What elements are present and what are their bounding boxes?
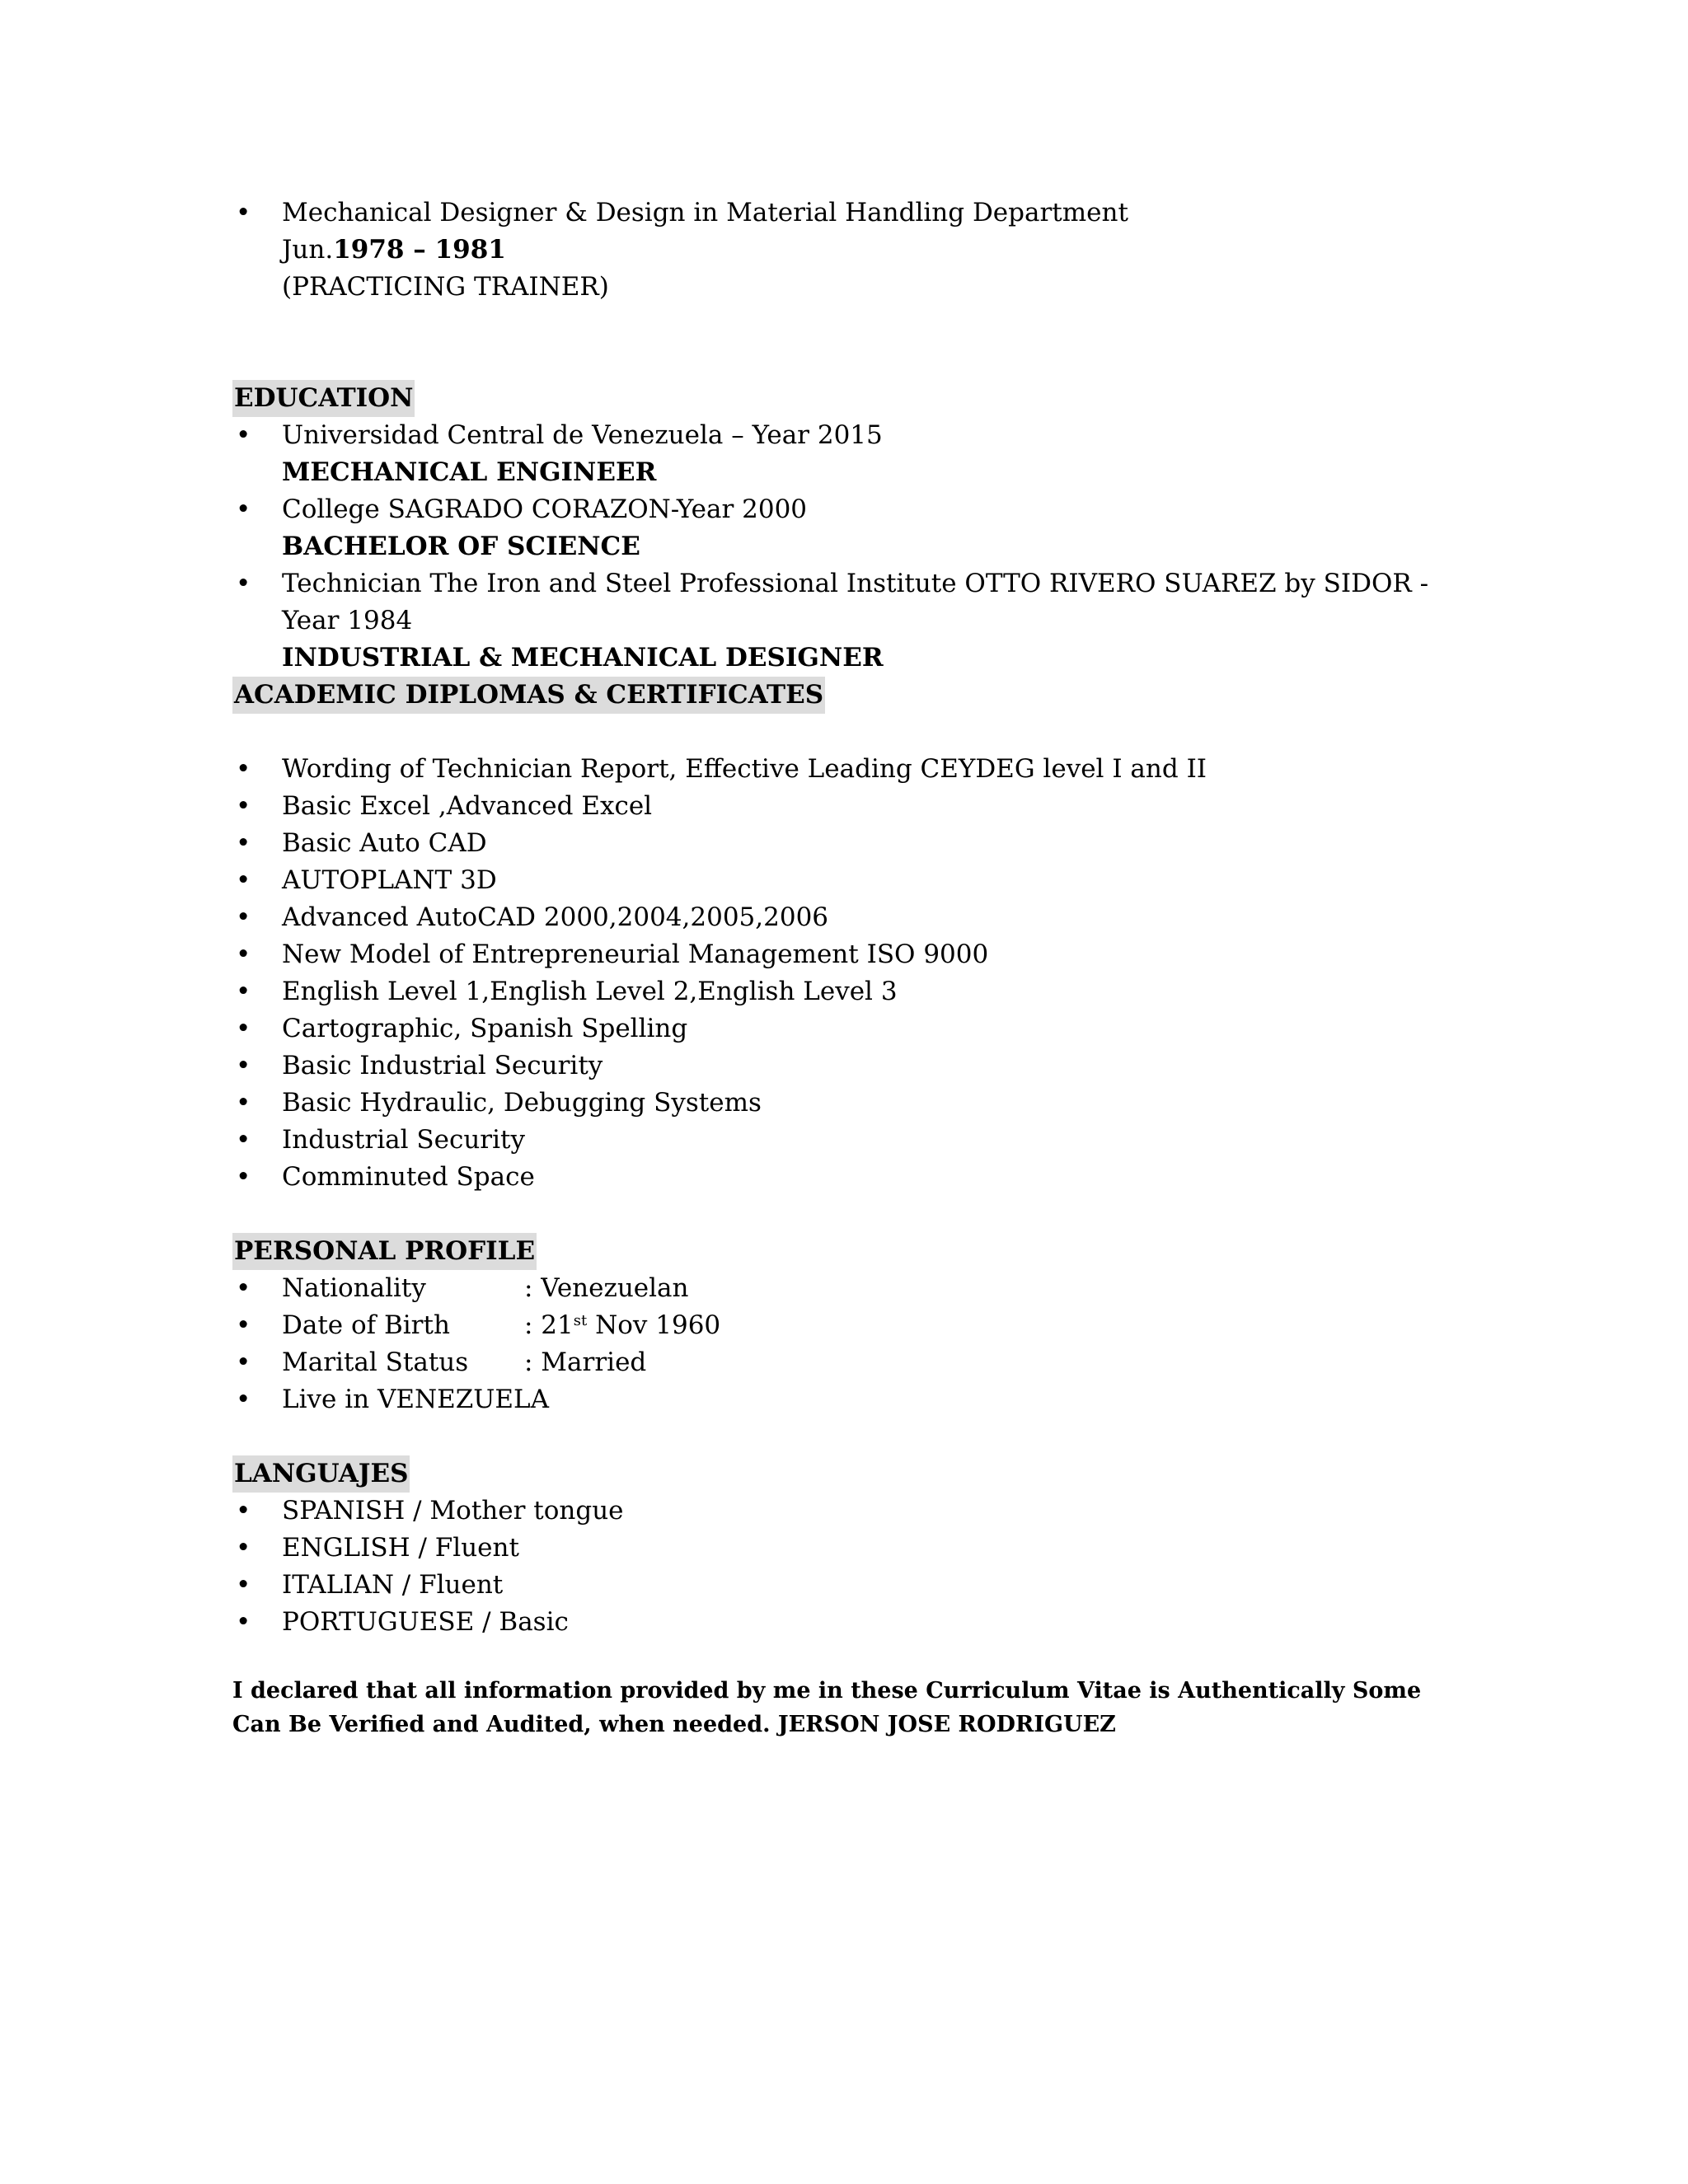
language-item [232,1530,1469,1567]
education-institution: Universidad Central de Venezuela – Year 2015 [282,420,883,450]
certificates-list [232,751,1469,1196]
language-item [232,1493,1469,1530]
certificate-item [232,899,1469,936]
languages-list [232,1493,1469,1641]
education-institution: Technician The Iron and Steel Professional Institute OTTO RIVERO SUAREZ by SIDOR - Year 1984 [282,569,1429,635]
education-item [232,491,1469,565]
dob-value-sup: st [573,1312,588,1329]
spacer [232,714,1469,751]
spacer [232,1418,1469,1455]
certificate-text: Wording of Technician Report, Effective Leading CEYDEG level I and II [282,754,1207,784]
bullet: • [236,791,251,821]
certificate-text: Basic Industrial Security [282,1051,603,1080]
certificate-text: New Model of Entrepreneurial Management ISO 9000 [282,940,989,969]
certificate-item [232,1159,1469,1196]
certificate-item [232,1085,1469,1122]
certificate-text: Comminuted Space [282,1162,535,1192]
certificate-item [232,1047,1469,1085]
experience-list [232,194,1469,306]
experience-date [282,232,1469,269]
bullet: • [236,902,251,932]
declaration-text: I declared that all information provided by me in these Curriculum Vitae is Authentically Some Can Be Verified and Audited, when needed. JERSON JOSE RODRIGUEZ [232,1678,1422,1737]
dob-value-suffix: Nov 1960 [587,1310,721,1340]
certificate-text: Advanced AutoCAD 2000,2004,2005,2006 [282,902,829,932]
resume-content [232,194,1469,1741]
profile-live [232,1381,1469,1418]
bullet: • [236,1347,251,1377]
dob-label: Date of Birth [282,1310,450,1340]
education-item [232,565,1469,677]
experience-date-prefix: Jun. [282,235,334,265]
certificates-heading: ACADEMIC DIPLOMAS & CERTIFICATES [232,677,825,714]
languages-section [232,1455,1469,1641]
certificate-item [232,936,1469,973]
certificate-text: Basic Hydraulic, Debugging Systems [282,1088,762,1118]
live-text: Live in VENEZUELA [282,1385,549,1414]
spacer [232,306,1469,380]
certificate-text: Basic Auto CAD [282,828,487,858]
bullet: • [236,1162,251,1192]
bullet: • [236,828,251,858]
languages-heading: LANGUAJES [232,1455,410,1493]
bullet: • [236,1014,251,1043]
certificate-item [232,862,1469,899]
education-heading: EDUCATION [232,380,415,417]
bullet: • [236,569,251,598]
bullet: • [236,420,251,450]
bullet: • [236,1125,251,1155]
education-institution: College SAGRADO CORAZON-Year 2000 [282,494,808,524]
bullet: • [236,1310,251,1340]
bullet: • [236,1088,251,1118]
certificate-item [232,788,1469,825]
marital-label: Marital Status [282,1347,469,1377]
bullet: • [236,754,251,784]
language-text: PORTUGUESE / Basic [282,1607,569,1637]
certificate-text: English Level 1,English Level 2,English Level 3 [282,977,898,1006]
bullet: • [236,494,251,524]
profile-dob [232,1307,1469,1344]
certificate-item [232,751,1469,788]
profile-nationality [232,1270,1469,1307]
language-text: ENGLISH / Fluent [282,1533,519,1563]
personal-profile-section [232,1233,1469,1418]
certificates-section [232,677,1469,1196]
bullet: • [236,198,251,227]
education-degree: BACHELOR OF SCIENCE [282,532,640,561]
certificate-item [232,1010,1469,1047]
education-section [232,380,1469,677]
language-item [232,1604,1469,1641]
certificate-item [232,1122,1469,1159]
bullet: • [236,1496,251,1526]
bullet: • [236,1570,251,1600]
experience-date-range: 1978 – 1981 [333,235,506,265]
education-list [232,417,1469,677]
nationality-label: Nationality [282,1273,426,1303]
dob-value-prefix: : 21 [524,1310,574,1340]
bullet: • [236,1607,251,1637]
certificate-text: AUTOPLANT 3D [282,865,497,895]
profile-marital [232,1344,1469,1381]
education-degree: MECHANICAL ENGINEER [282,457,657,487]
experience-item [232,194,1469,306]
bullet: • [236,940,251,969]
experience-title: Mechanical Designer & Design in Material Handling Department [282,198,1128,227]
personal-profile-list [232,1270,1469,1418]
marital-value: : Married [524,1347,647,1377]
bullet: • [236,865,251,895]
spacer [232,1196,1469,1233]
certificate-item [232,825,1469,862]
certificate-item [232,973,1469,1010]
bullet: • [236,1385,251,1414]
language-item [232,1567,1469,1604]
language-text: ITALIAN / Fluent [282,1570,504,1600]
nationality-value: : Venezuelan [524,1273,689,1303]
certificate-text: Basic Excel ,Advanced Excel [282,791,653,821]
education-degree: INDUSTRIAL & MECHANICAL DESIGNER [282,643,884,673]
certificate-text: Cartographic, Spanish Spelling [282,1014,688,1043]
bullet: • [236,977,251,1006]
experience-role: (PRACTICING TRAINER) [282,272,609,302]
personal-profile-heading: PERSONAL PROFILE [232,1233,537,1270]
education-item [232,417,1469,491]
certificate-text: Industrial Security [282,1125,525,1155]
language-text: SPANISH / Mother tongue [282,1496,624,1526]
bullet: • [236,1051,251,1080]
bullet: • [236,1273,251,1303]
bullet: • [236,1533,251,1563]
